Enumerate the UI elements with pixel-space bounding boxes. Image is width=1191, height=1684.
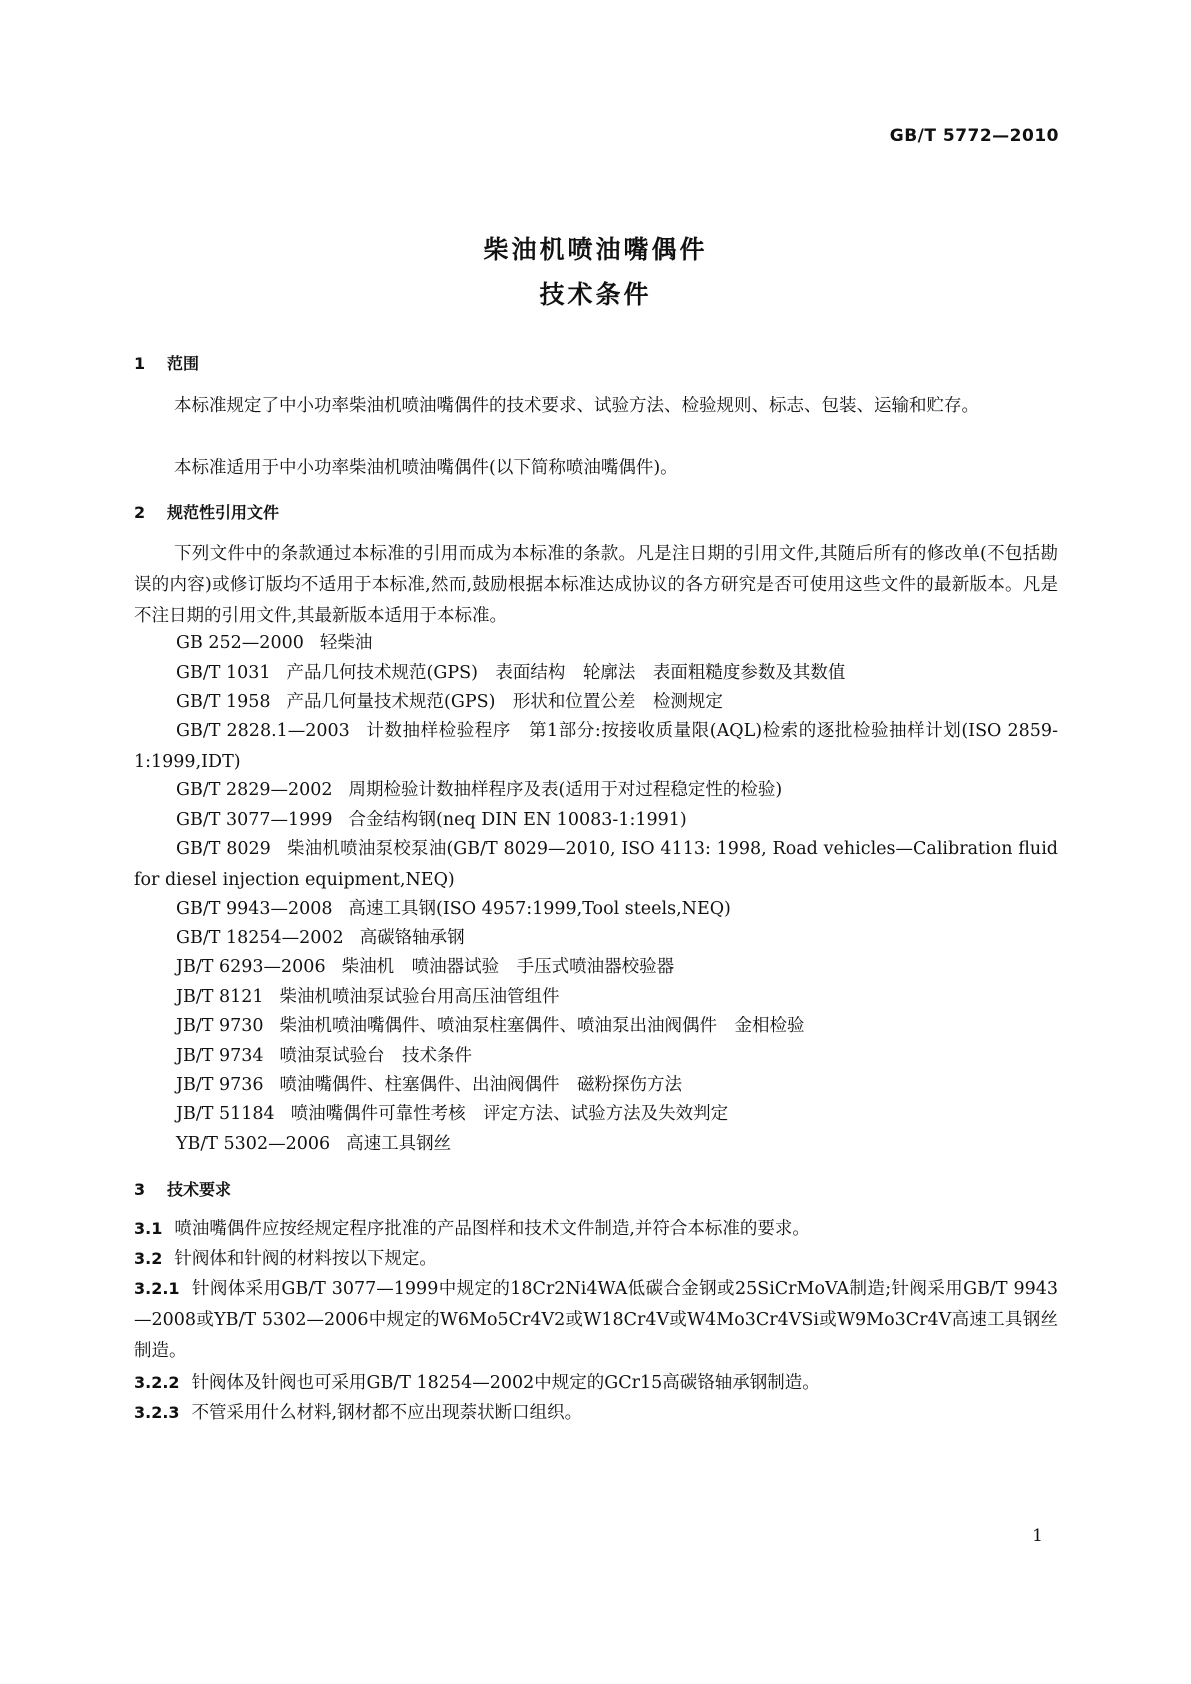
section-1-paragraph-2: 本标准适用于中小功率柴油机喷油嘴偶件(以下简称喷油嘴偶件)。 (174, 458, 678, 478)
section-number: 2 (134, 503, 146, 522)
document-title-line1: 柴油机喷油嘴偶件 (483, 235, 708, 264)
section-3-heading (134, 1177, 231, 1200)
reference-item: JB/T 8121 柴油机喷油泵试验台用高压油管组件 (176, 987, 560, 1007)
reference-item: YB/T 5302—2006 高速工具钢丝 (176, 1134, 452, 1154)
reference-item: JB/T 9734 喷油泵试验台 技术条件 (176, 1046, 473, 1066)
reference-item: GB/T 1958 产品几何量技术规范(GPS) 形状和位置公差 检测规定 (176, 692, 723, 712)
section-title: 范围 (167, 354, 200, 373)
section-number: 1 (134, 354, 146, 373)
clause-item: 3.2.2 针阀体及针阀也可采用GB/T 18254—2002中规定的GCr15高碳铬轴承钢制造。 (134, 1373, 820, 1393)
reference-item: JB/T 9730 柴油机喷油嘴偶件、喷油泵柱塞偶件、喷油泵出油阀偶件 金相检验 (176, 1016, 805, 1036)
section-2-heading (134, 500, 279, 523)
reference-item: JB/T 9736 喷油嘴偶件、柱塞偶件、出油阀偶件 磁粉探伤方法 (176, 1075, 683, 1095)
section-2-intro: 下列文件中的条款通过本标准的引用而成为本标准的条款。凡是注日期的引用文件,其随后所有的修改单(不包括勘误的内容)或修订版均不适用于本标准,然而,鼓励根据本标准达成协议的各方研究是否可使用这些文件的最新版本。凡是不注日期的引用文件,其最新版本适用于本标准。 (134, 544, 1058, 626)
page-number: 1 (1032, 1526, 1043, 1546)
reference-item: GB/T 9943—2008 高速工具钢(ISO 4957:1999,Tool steels,NEQ) (176, 899, 731, 919)
document-title-line2: 技术条件 (539, 280, 652, 309)
clause-item: 3.2.1 针阀体采用GB/T 3077—1999中规定的18Cr2Ni4WA低碳合金钢或25SiCrMoVA制造;针阀采用GB/T 9943—2008或YB/T 5302—2006中规定的W6Mo5Cr4V2或W18Cr4V或W4Mo3Cr4VSi或W9Mo3Cr4V高速工具钢丝制造。 (134, 1279, 1058, 1361)
reference-item: GB 252—2000 轻柴油 (176, 633, 373, 653)
reference-item: GB/T 3077—1999 合金结构钢(neq DIN EN 10083-1:1991) (176, 810, 687, 830)
standard-number: GB/T 5772—2010 (889, 126, 1059, 146)
reference-item: GB/T 18254—2002 高碳铬轴承钢 (176, 928, 465, 948)
clause-item: 3.2.3 不管采用什么材料,钢材都不应出现萘状断口组织。 (134, 1403, 583, 1423)
reference-item: GB/T 2828.1—2003 计数抽样检验程序 第1部分:按接收质量限(AQL)检索的逐批检验抽样计划(ISO 2859-1:1999,IDT) (134, 721, 1058, 772)
reference-item: JB/T 51184 喷油嘴偶件可靠性考核 评定方法、试验方法及失效判定 (176, 1104, 729, 1124)
section-title: 规范性引用文件 (167, 503, 280, 522)
clause-item: 3.2 针阀体和针阀的材料按以下规定。 (134, 1249, 437, 1269)
reference-item: GB/T 8029 柴油机喷油泵校泵油(GB/T 8029—2010, ISO 4113: 1998, Road vehicles—Calibration fluid for diesel injection equipment,NEQ) (134, 839, 1058, 890)
reference-item: JB/T 6293—2006 柴油机 喷油器试验 手压式喷油器校验器 (176, 957, 675, 977)
section-1-heading (134, 351, 199, 374)
section-title: 技术要求 (167, 1180, 232, 1199)
clause-item: 3.1 喷油嘴偶件应按经规定程序批准的产品图样和技术文件制造,并符合本标准的要求。 (134, 1219, 810, 1239)
reference-item: GB/T 1031 产品几何技术规范(GPS) 表面结构 轮廓法 表面粗糙度参数及其数值 (176, 663, 846, 683)
section-number: 3 (134, 1180, 146, 1199)
reference-item: GB/T 2829—2002 周期检验计数抽样程序及表(适用于对过程稳定性的检验) (176, 780, 783, 800)
section-1-paragraph-1: 本标准规定了中小功率柴油机喷油嘴偶件的技术要求、试验方法、检验规则、标志、包装、运输和贮存。 (174, 396, 979, 416)
